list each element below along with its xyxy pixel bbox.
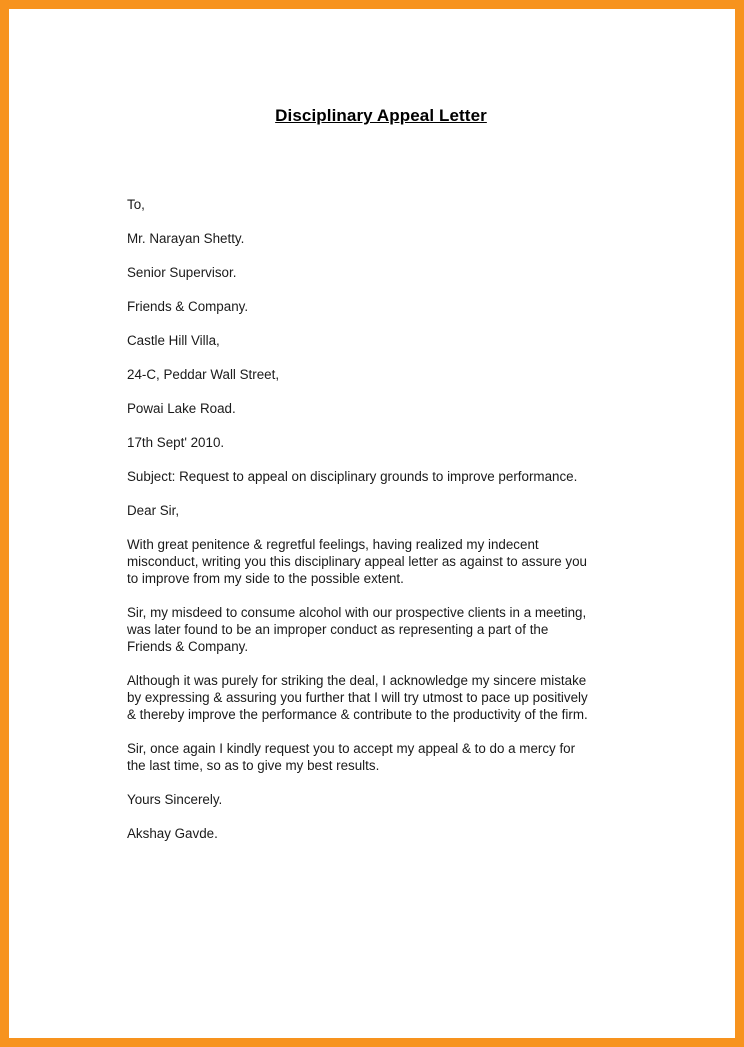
letter-closing: Yours Sincerely. [127,792,223,807]
paragraph-4 [127,740,647,774]
address-line-company: Friends & Company. [127,299,249,314]
letter-date: 17th Sept' 2010. [127,435,225,450]
paragraph-line: misconduct, writing you this disciplinary appeal letter as against to assure you [127,554,587,569]
address-line-building: Castle Hill Villa, [127,333,220,348]
paragraph-2 [127,604,647,655]
paragraph-line: by expressing & assuring you further that I will try utmost to pace up positively [127,690,588,705]
letter-title: Disciplinary Appeal Letter [275,106,487,125]
paragraph-line: Sir, my misdeed to consume alcohol with our prospective clients in a meeting, [127,605,587,620]
paragraph-line: to improve from my side to the possible extent. [127,571,404,586]
salutation-to: To, [127,197,145,212]
address-line-street: 24-C, Peddar Wall Street, [127,367,280,382]
paragraph-line: Sir, once again I kindly request you to accept my appeal & to do a mercy for [127,741,576,756]
letter-subject: Subject: Request to appeal on disciplinary grounds to improve performance. [127,469,578,484]
paragraph-3 [127,672,647,723]
letter-body [127,196,647,859]
address-line-designation: Senior Supervisor. [127,265,237,280]
letter-greeting: Dear Sir, [127,503,180,518]
signature-name: Akshay Gavde. [127,826,218,841]
address-line-name: Mr. Narayan Shetty. [127,231,245,246]
address-line-road: Powai Lake Road. [127,401,236,416]
paragraph-line: & thereby improve the performance & contribute to the productivity of the firm. [127,707,588,722]
paragraph-line: was later found to be an improper conduct as representing a part of the [127,622,549,637]
paragraph-line: Although it was purely for striking the deal, I acknowledge my sincere mistake [127,673,587,688]
paragraph-1 [127,536,647,587]
paragraph-line: Friends & Company. [127,639,249,654]
paragraph-line: the last time, so as to give my best results. [127,758,380,773]
paragraph-line: With great penitence & regretful feelings, having realized my indecent [127,537,539,552]
